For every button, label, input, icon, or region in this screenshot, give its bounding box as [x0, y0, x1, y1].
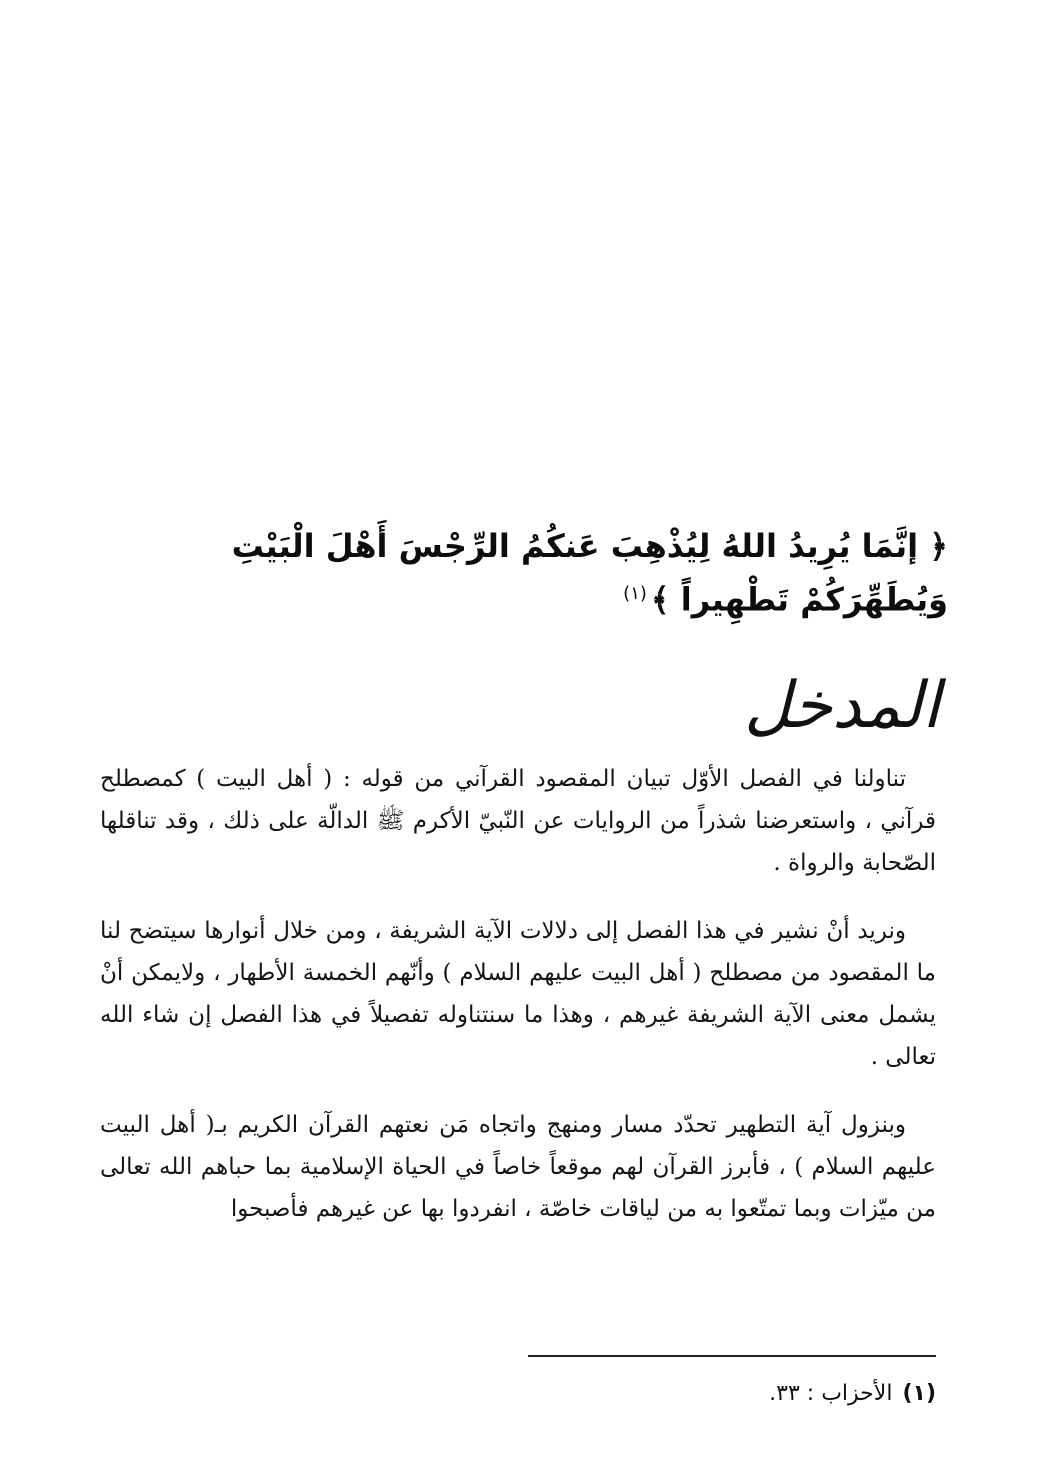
paragraph: ونريد أنْ نشير في هذا الفصل إلى دلالات الآية الشريفة ، ومن خلال أنوارها سيتضح لنا ما المقصود من مصطلح ( أهل البيت عليهم السلام ) وأنّهم الخمسة الأطهار ، ولايمكن أنْ يشمل معنى الآية الشريفة غيرهم ، وهذا ما سنتناوله تفصيلاً في هذا الفصل إن شاء الله تعالى .: [100, 918, 936, 1070]
footnote-text: الأحزاب : ٣٣.: [769, 1381, 893, 1406]
section-title: المدخل: [744, 669, 940, 743]
paragraph: تناولنا في الفصل الأوّل تبيان المقصود القرآني من قوله : ( أهل البيت ) كمصطلح قرآني ، واستعرضنا شذراً من الروايات عن النّبيّ الأكرم ﷺ الدالّة على ذلك ، وقد تناقلها الصّحابة والرواة .: [100, 766, 936, 876]
verse-footnote-ref: (١): [623, 583, 647, 604]
paragraph: وبنزول آية التطهير تحدّد مسار ومنهج واتجاه مَن نعتهم القرآن الكريم بـ( أهل البيت عليهم السلام ) ، فأبرز القرآن لهم موقعاً خاصاً في الحياة الإسلامية بما حباهم الله تعالى من ميّزات وبما تمتّعوا به من لياقات خاصّة ، انفردوا بها عن غيرهم فأصبحوا: [100, 1112, 936, 1222]
footnote: [516, 1376, 936, 1412]
body-text: [100, 758, 936, 1256]
footnote-number: (١): [902, 1381, 936, 1406]
verse-text: ﴿ إنَّمَا يُرِيدُ اللهُ لِيُذْهِبَ عَنكُمُ الرِّجْسَ أَهْلَ الْبَيْتِ وَيُطَهِّرَكُمْ تَطْهِيراً ﴾: [231, 527, 948, 619]
footnote-divider: [528, 1355, 936, 1357]
quran-verse: [100, 522, 948, 624]
